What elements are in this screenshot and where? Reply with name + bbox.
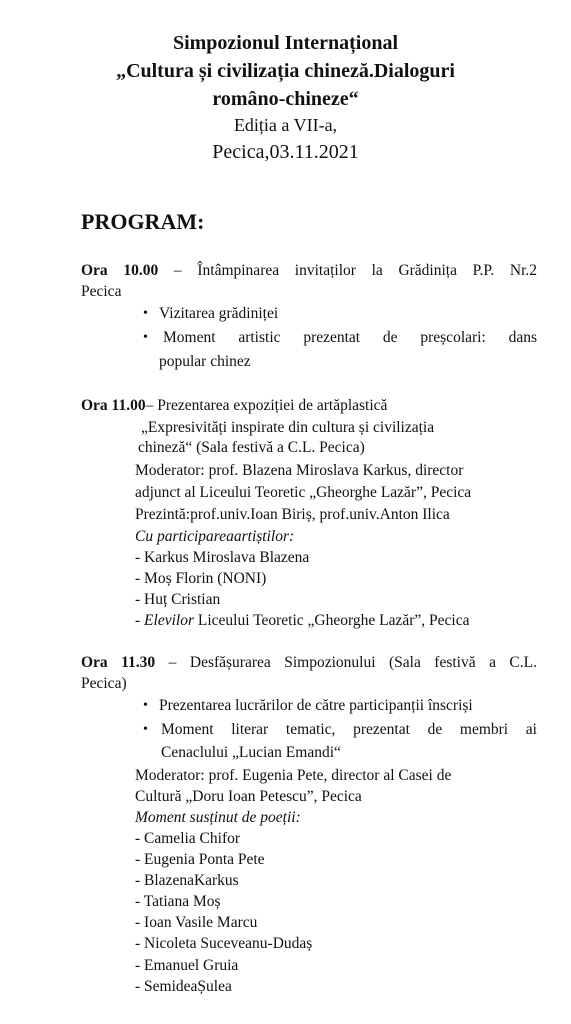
session-1-line [81, 261, 537, 281]
participant-item: - Moș Florin (NONI) [135, 570, 267, 587]
session-2-moderator-line-2: adjunct al Liceului Teoretic „Gheorghe Lazăr”, Pecica [135, 484, 472, 501]
poet-item: - Nicoleta Suceveanu-Dudaș [135, 935, 313, 952]
bullet-icon: • [143, 306, 148, 321]
session-3-bullet-2-cont: Cenaclului „Lucian Emandi“ [161, 744, 341, 761]
participant-item: - Karkus Miroslava Blazena [135, 549, 310, 566]
title-line-2: „Cultura și civilizația chineză.Dialoguri [116, 60, 455, 82]
poet-item: - Tatiana Moș [135, 893, 221, 910]
poet-item: - Emanuel Gruia [135, 957, 239, 974]
session-3-poets-label: Moment susținut de poeții: [135, 809, 301, 826]
session-3-description: – Desfășurarea Simpozionului (Sala festivă a C.L. [155, 654, 537, 671]
session-1-bullet-2-cont: popular chinez [159, 353, 251, 370]
session-3-bullet-2: Moment literar tematic, prezentat de membri ai [161, 721, 537, 738]
session-2-moderator-line-1: Moderator: prof. Blazena Miroslava Karkus, director [135, 462, 464, 479]
participant-item-students: - Elevilor Liceului Teoretic „Gheorghe Lazăr”, Pecica [135, 612, 470, 629]
program-heading: PROGRAM: [81, 209, 205, 234]
poet-item: - BlazenaKarkus [135, 872, 239, 889]
session-1-description-cont: Pecica [81, 283, 122, 300]
poet-item: - Camelia Chifor [135, 830, 241, 847]
session-1-time: Ora 10.00 [81, 262, 159, 279]
session-3-bullet-1: Prezentarea lucrărilor de către participanții înscriși [159, 697, 473, 714]
session-2-time: Ora 11.00 [81, 397, 146, 414]
session-1-bullet-1: Vizitarea grădiniței [159, 305, 279, 322]
title-line-1: Simpozionul Internațional [172, 32, 399, 54]
bullet-icon: • [143, 722, 148, 737]
session-3-line [81, 653, 537, 673]
session-2-line [81, 396, 387, 416]
session-2-presenter: Prezintă:prof.univ.Ioan Biriș, prof.univ.Anton Ilica [135, 506, 450, 523]
session-2-participants-label: Cu participareaartiștilor: [135, 528, 295, 545]
edition-line: Ediția a VII-a, [233, 115, 338, 135]
bullet-icon: • [143, 698, 148, 713]
session-1-description: – Întâmpinarea invitaților la Grădinița P.P. Nr.2 [158, 262, 538, 279]
session-3-time: Ora 11.30 [81, 654, 156, 671]
poet-item: - SemideaȘulea [135, 978, 232, 995]
participant-item: - Huț Cristian [135, 591, 221, 608]
place-date-line: Pecica,03.11.2021 [212, 141, 359, 163]
bullet-icon: • [143, 330, 148, 345]
session-3-moderator-line-1: Moderator: prof. Eugenia Pete, director al Casei de [135, 767, 452, 784]
session-2-description-line-2: chineză“ (Sala festivă a C.L. Pecica) [138, 439, 365, 456]
session-3-description-cont: Pecica) [81, 675, 127, 692]
session-2-description: – Prezentarea expoziției de artăplastică [145, 397, 388, 414]
title-line-3: româno-chineze“ [212, 88, 359, 110]
session-2-description-line-1: „Expresivități inspirate din cultura și civilizația [141, 419, 435, 436]
poet-item: - Ioan Vasile Marcu [135, 914, 258, 931]
poet-item: - Eugenia Ponta Pete [135, 851, 265, 868]
session-3-moderator-line-2: Cultură „Doru Ioan Petescu”, Pecica [135, 788, 362, 805]
session-1-bullet-2: Moment artistic prezentat de preșcolari: dans [163, 329, 537, 346]
